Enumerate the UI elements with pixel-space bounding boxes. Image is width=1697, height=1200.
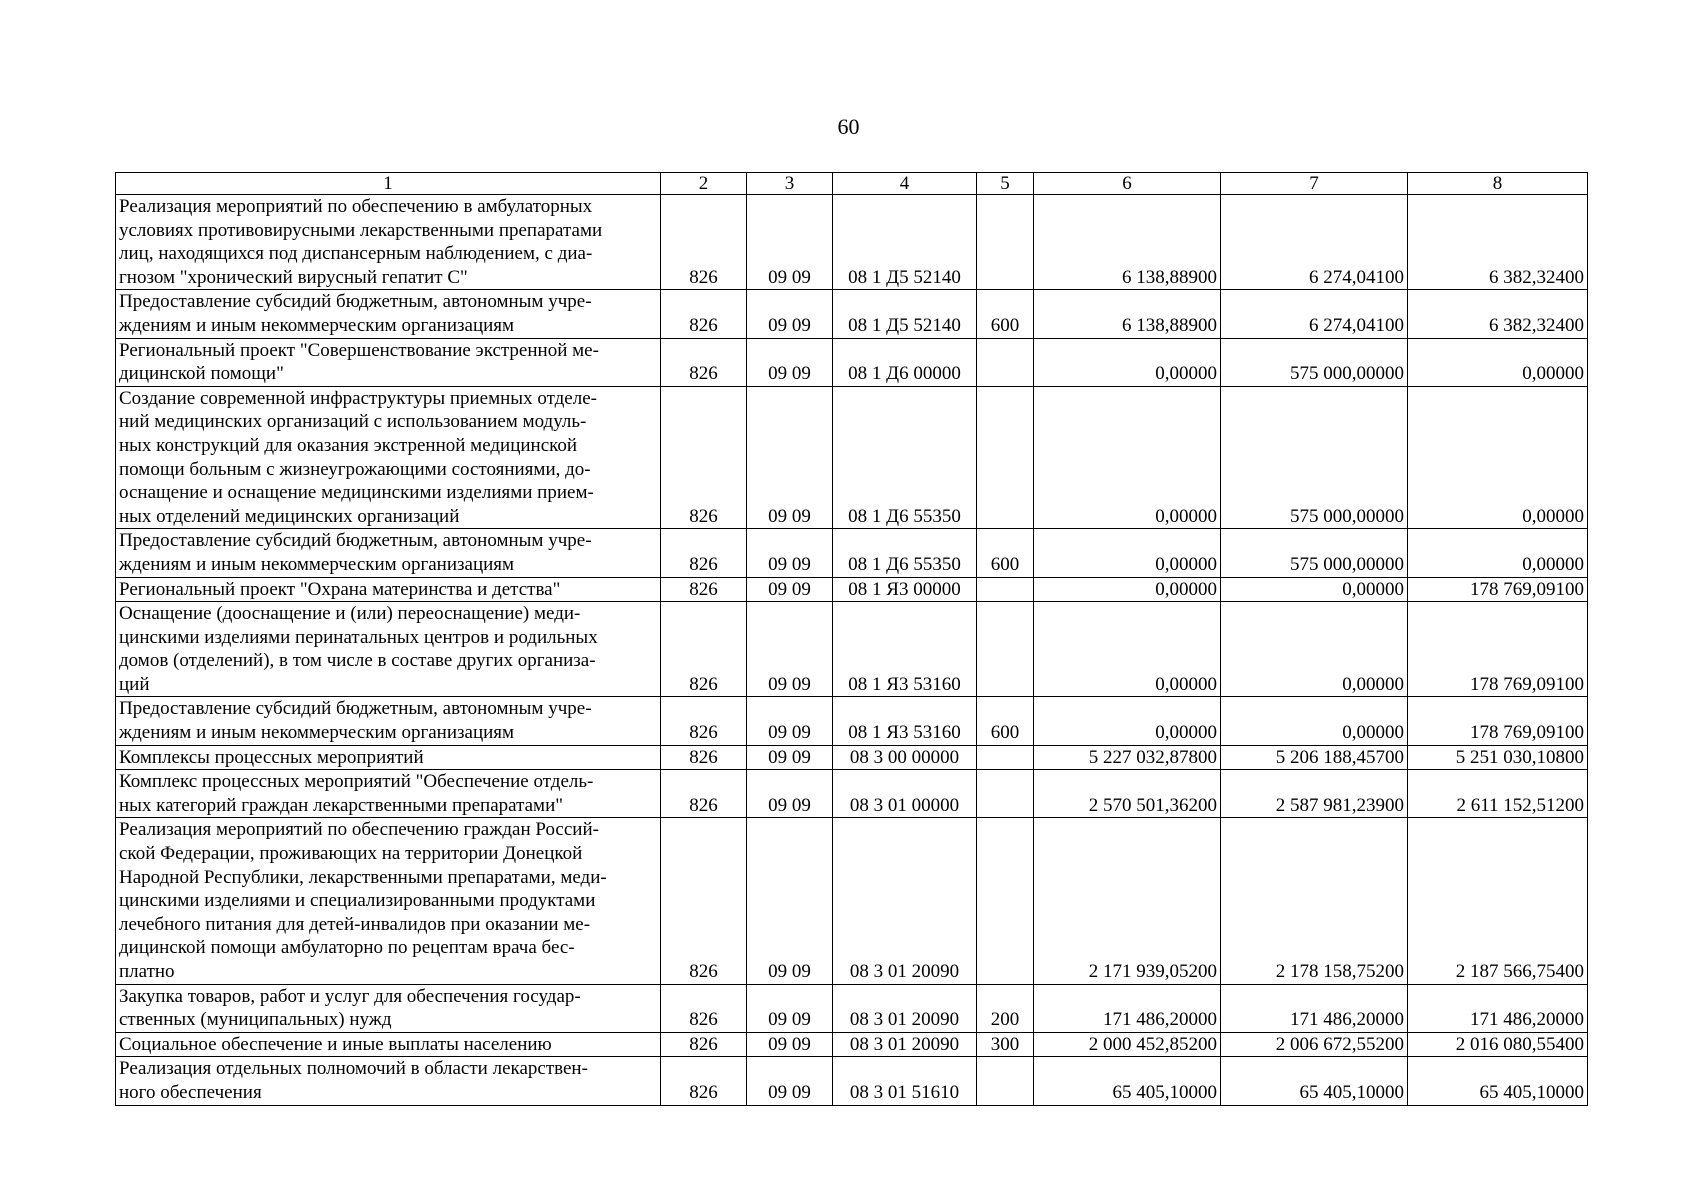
description-line: Реализация отдельных полномочий в области лекарствен- [119, 1058, 588, 1080]
cell-amount-col6: 0,00000 [1034, 529, 1221, 577]
cell-description [116, 984, 661, 1032]
description-line: платно [119, 961, 175, 982]
cell-amount-col8: 5 251 030,10800 [1408, 745, 1588, 770]
cell-amount-col6: 2 570 501,36200 [1034, 770, 1221, 818]
description-line: гнозом "хронический вирусный гепатит С" [119, 266, 468, 288]
cell-grbs: 826 [661, 818, 747, 984]
cell-amount-col7: 171 486,20000 [1221, 984, 1408, 1032]
cell-amount-col8: 171 486,20000 [1408, 984, 1588, 1032]
cell-amount-col7: 65 405,10000 [1221, 1057, 1408, 1105]
cell-description [116, 386, 661, 529]
cell-expense-type [977, 745, 1034, 770]
description-line: оснащение и оснащение медицинскими изделиями прием- [119, 482, 594, 504]
cell-grbs: 826 [661, 1032, 747, 1057]
cell-amount-col6: 0,00000 [1034, 697, 1221, 745]
description-line: Закупка товаров, работ и услуг для обеспечения государ- [119, 985, 581, 1007]
description-line: Предоставление субсидий бюджетным, автономным учре- [119, 530, 592, 552]
cell-amount-col7: 6 274,04100 [1221, 195, 1408, 290]
cell-target-article: 08 1 Я3 00000 [833, 577, 977, 602]
cell-amount-col8: 0,00000 [1408, 338, 1588, 386]
description-line: Народной Республики, лекарственными препаратами, меди- [119, 866, 607, 888]
cell-description [116, 818, 661, 984]
cell-section: 09 09 [747, 577, 833, 602]
cell-section: 09 09 [747, 745, 833, 770]
cell-grbs: 826 [661, 984, 747, 1032]
description-line: Реализация мероприятий по обеспечению в амбулаторных [119, 196, 593, 217]
cell-amount-col8: 178 769,09100 [1408, 697, 1588, 745]
cell-amount-col8: 178 769,09100 [1408, 577, 1588, 602]
description-line: цинскими изделиями перинатальных центров и родильных [119, 626, 598, 648]
description-line: ных отделений медицинских организаций [119, 505, 460, 527]
cell-grbs: 826 [661, 1057, 747, 1105]
description-line: ных категорий граждан лекарственными препаратами" [119, 794, 564, 816]
header-col-8: 8 [1408, 173, 1588, 195]
cell-description [116, 338, 661, 386]
cell-grbs: 826 [661, 697, 747, 745]
cell-grbs: 826 [661, 745, 747, 770]
cell-description [116, 529, 661, 577]
cell-amount-col6: 5 227 032,87800 [1034, 745, 1221, 770]
description-line: Оснащение (дооснащение и (или) переоснащение) меди- [119, 603, 581, 625]
header-col-5: 5 [977, 173, 1034, 195]
cell-expense-type: 200 [977, 984, 1034, 1032]
cell-amount-col7: 0,00000 [1221, 697, 1408, 745]
cell-section: 09 09 [747, 1032, 833, 1057]
cell-expense-type [977, 770, 1034, 818]
cell-grbs: 826 [661, 602, 747, 697]
cell-grbs: 826 [661, 577, 747, 602]
cell-expense-type [977, 818, 1034, 984]
table-row [116, 577, 1588, 602]
description-line: домов (отделений), в том числе в составе других организа- [119, 650, 596, 672]
cell-grbs: 826 [661, 386, 747, 529]
cell-target-article: 08 1 Я3 53160 [833, 602, 977, 697]
header-col-4: 4 [833, 173, 977, 195]
table-row [116, 745, 1588, 770]
header-col-1: 1 [116, 173, 661, 195]
cell-amount-col8: 0,00000 [1408, 529, 1588, 577]
cell-target-article: 08 1 Я3 53160 [833, 697, 977, 745]
cell-target-article: 08 1 Д6 55350 [833, 386, 977, 529]
description-line: ской Федерации, проживающих на территории Донецкой [119, 843, 583, 865]
description-line: лиц, находящихся под диспансерным наблюдением, с диа- [119, 243, 593, 265]
table-row [116, 386, 1588, 529]
table-row [116, 602, 1588, 697]
cell-expense-type [977, 195, 1034, 290]
cell-amount-col7: 0,00000 [1221, 602, 1408, 697]
cell-target-article: 08 3 01 20090 [833, 1032, 977, 1057]
cell-target-article: 08 1 Д6 55350 [833, 529, 977, 577]
table-row [116, 338, 1588, 386]
cell-amount-col8: 6 382,32400 [1408, 195, 1588, 290]
description-line: ждениям и иным некоммерческим организациям [119, 314, 515, 336]
description-line: Создание современной инфраструктуры приемных отделе- [119, 387, 597, 409]
cell-amount-col7: 0,00000 [1221, 577, 1408, 602]
table-row [116, 697, 1588, 745]
table-row [116, 770, 1588, 818]
cell-amount-col7: 6 274,04100 [1221, 290, 1408, 338]
cell-section: 09 09 [747, 818, 833, 984]
cell-section: 09 09 [747, 770, 833, 818]
cell-expense-type: 600 [977, 697, 1034, 745]
cell-amount-col7: 2 587 981,23900 [1221, 770, 1408, 818]
description-line: ного обеспечения [119, 1081, 262, 1103]
table-row [116, 1057, 1588, 1105]
cell-grbs: 826 [661, 529, 747, 577]
cell-amount-col6: 0,00000 [1034, 602, 1221, 697]
description-line: помощи больным с жизнеугрожающими состояниями, до- [119, 458, 591, 480]
cell-target-article: 08 3 01 51610 [833, 1057, 977, 1105]
cell-target-article: 08 3 01 20090 [833, 984, 977, 1032]
cell-section: 09 09 [747, 338, 833, 386]
cell-amount-col7: 575 000,00000 [1221, 386, 1408, 529]
cell-description [116, 290, 661, 338]
table-row [116, 195, 1588, 290]
header-col-6: 6 [1034, 173, 1221, 195]
description-line: Региональный проект "Охрана материнства и детства" [119, 578, 561, 600]
cell-description [116, 1057, 661, 1105]
cell-grbs: 826 [661, 290, 747, 338]
header-col-2: 2 [661, 173, 747, 195]
cell-description [116, 577, 661, 602]
cell-amount-col7: 5 206 188,45700 [1221, 745, 1408, 770]
cell-amount-col6: 6 138,88900 [1034, 290, 1221, 338]
cell-amount-col8: 0,00000 [1408, 386, 1588, 529]
description-line: ждениям и иным некоммерческим организациям [119, 553, 515, 575]
header-col-7: 7 [1221, 173, 1408, 195]
description-line: Предоставление субсидий бюджетным, автономным учре- [119, 698, 592, 720]
cell-description [116, 697, 661, 745]
budget-table [115, 172, 1588, 1106]
cell-amount-col6: 0,00000 [1034, 386, 1221, 529]
description-line: дицинской помощи" [119, 363, 284, 385]
cell-target-article: 08 1 Д6 00000 [833, 338, 977, 386]
cell-amount-col8: 2 187 566,75400 [1408, 818, 1588, 984]
cell-section: 09 09 [747, 290, 833, 338]
cell-amount-col6: 2 171 939,05200 [1034, 818, 1221, 984]
cell-amount-col7: 575 000,00000 [1221, 529, 1408, 577]
cell-expense-type [977, 577, 1034, 602]
cell-description [116, 602, 661, 697]
description-line: лечебного питания для детей-инвалидов при оказании ме- [119, 913, 591, 935]
cell-description [116, 1032, 661, 1057]
cell-description [116, 195, 661, 290]
cell-section: 09 09 [747, 697, 833, 745]
cell-section: 09 09 [747, 529, 833, 577]
cell-target-article: 08 3 01 20090 [833, 818, 977, 984]
description-line: Региональный проект "Совершенствование экстренной ме- [119, 339, 599, 361]
description-line: ных конструкций для оказания экстренной медицинской [119, 434, 578, 456]
cell-section: 09 09 [747, 195, 833, 290]
page-number: 60 [837, 114, 860, 139]
cell-expense-type: 600 [977, 529, 1034, 577]
cell-amount-col8: 2 016 080,55400 [1408, 1032, 1588, 1057]
cell-section: 09 09 [747, 1057, 833, 1105]
cell-expense-type [977, 338, 1034, 386]
cell-amount-col6: 6 138,88900 [1034, 195, 1221, 290]
description-line: цинскими изделиями и специализированными продуктами [119, 890, 596, 912]
description-line: Комплексы процессных мероприятий [119, 746, 424, 768]
cell-description [116, 770, 661, 818]
cell-expense-type: 600 [977, 290, 1034, 338]
table-row [116, 984, 1588, 1032]
header-row [116, 173, 1588, 195]
cell-expense-type [977, 1057, 1034, 1105]
cell-section: 09 09 [747, 602, 833, 697]
cell-target-article: 08 1 Д5 52140 [833, 290, 977, 338]
cell-amount-col6: 171 486,20000 [1034, 984, 1221, 1032]
cell-amount-col6: 2 000 452,85200 [1034, 1032, 1221, 1057]
cell-amount-col8: 178 769,09100 [1408, 602, 1588, 697]
description-line: Предоставление субсидий бюджетным, автономным учре- [119, 291, 592, 313]
table-row [116, 290, 1588, 338]
description-line: Социальное обеспечение и иные выплаты населению [119, 1033, 552, 1055]
table-body [116, 195, 1588, 1106]
description-line: ственных (муниципальных) нужд [119, 1009, 392, 1031]
cell-amount-col7: 2 006 672,55200 [1221, 1032, 1408, 1057]
cell-expense-type [977, 602, 1034, 697]
cell-amount-col7: 2 178 158,75200 [1221, 818, 1408, 984]
cell-amount-col6: 0,00000 [1034, 577, 1221, 602]
table-row [116, 529, 1588, 577]
cell-amount-col6: 0,00000 [1034, 338, 1221, 386]
description-line: дицинской помощи амбулаторно по рецептам врача бес- [119, 937, 575, 959]
description-line: Комплекс процессных мероприятий "Обеспечение отдель- [119, 771, 594, 793]
cell-target-article: 08 3 00 00000 [833, 745, 977, 770]
header-col-3: 3 [747, 173, 833, 195]
cell-target-article: 08 1 Д5 52140 [833, 195, 977, 290]
cell-target-article: 08 3 01 00000 [833, 770, 977, 818]
cell-section: 09 09 [747, 386, 833, 529]
description-line: ций [119, 673, 150, 695]
table-row [116, 1032, 1588, 1057]
table-row [116, 818, 1588, 984]
cell-amount-col8: 65 405,10000 [1408, 1057, 1588, 1105]
description-line: ждениям и иным некоммерческим организациям [119, 722, 515, 744]
cell-section: 09 09 [747, 984, 833, 1032]
cell-grbs: 826 [661, 338, 747, 386]
description-line: условиях противовирусными лекарственными препаратами [119, 219, 603, 241]
cell-expense-type: 300 [977, 1032, 1034, 1057]
cell-grbs: 826 [661, 770, 747, 818]
cell-amount-col6: 65 405,10000 [1034, 1057, 1221, 1105]
cell-amount-col8: 2 611 152,51200 [1408, 770, 1588, 818]
description-line: ний медицинских организаций с использованием модуль- [119, 411, 587, 433]
description-line: Реализация мероприятий по обеспечению граждан Россий- [119, 819, 599, 841]
cell-amount-col7: 575 000,00000 [1221, 338, 1408, 386]
cell-expense-type [977, 386, 1034, 529]
cell-grbs: 826 [661, 195, 747, 290]
cell-amount-col8: 6 382,32400 [1408, 290, 1588, 338]
cell-description [116, 745, 661, 770]
